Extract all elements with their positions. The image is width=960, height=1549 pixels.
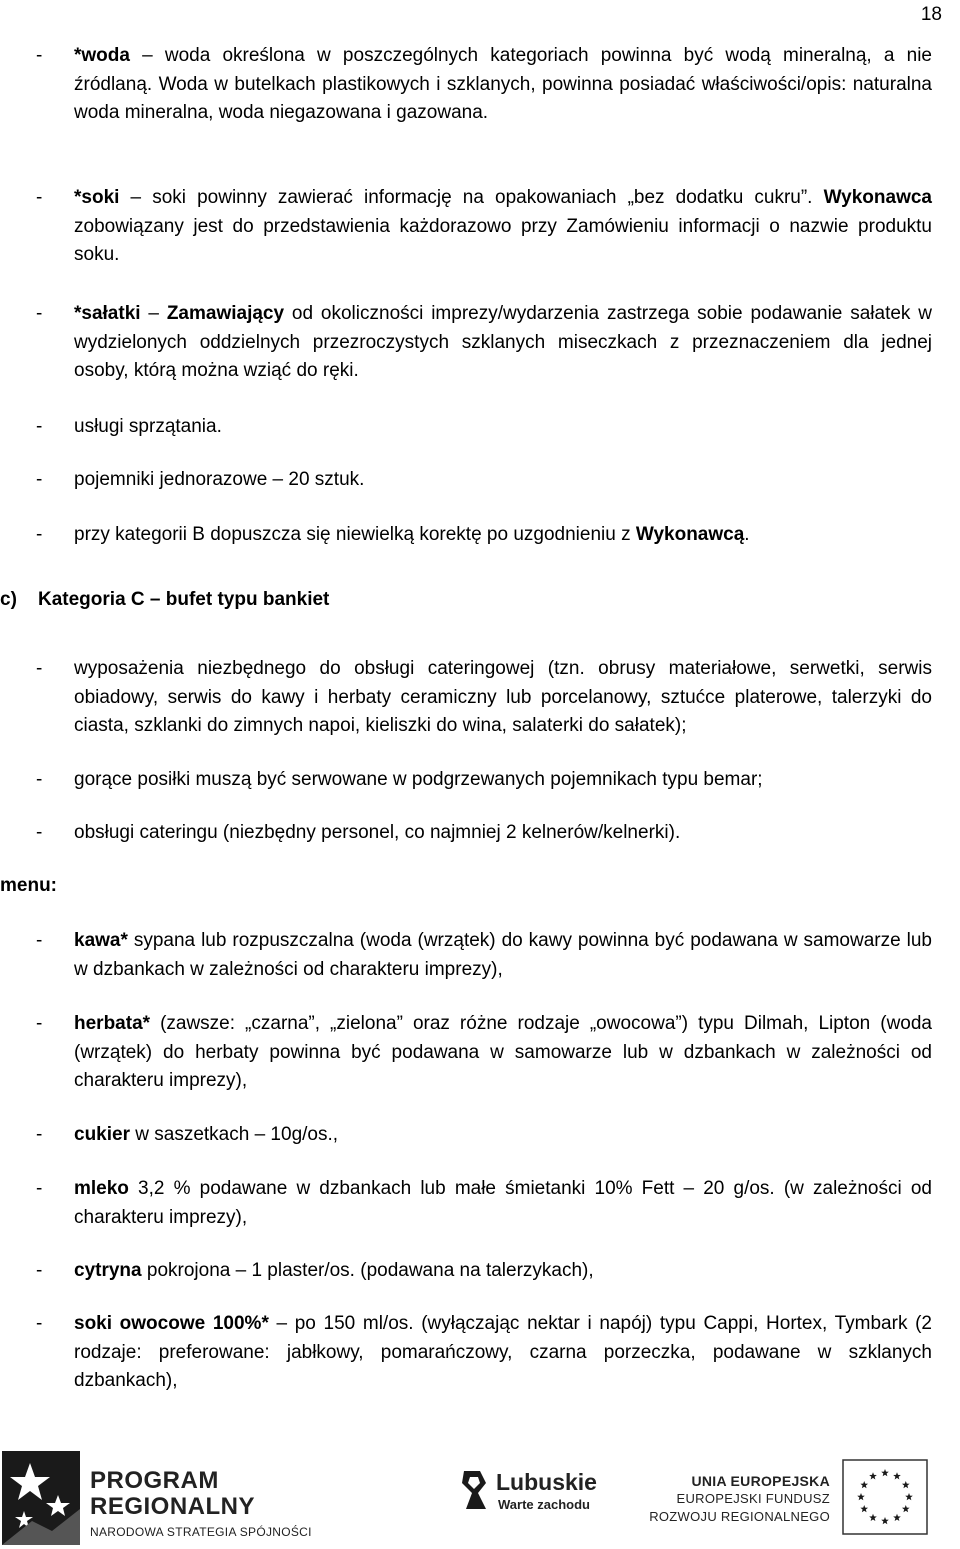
bold-run: kawa* [74, 930, 128, 951]
program-line2: REGIONALNY [90, 1493, 256, 1520]
page-number: 18 [920, 4, 942, 25]
text-run: – po 150 ml/os. (wyłączając nektar i napój) typu Cappi, Hortex, Tymbark (2 rodzaje: preferowane: jabłkowy, pomarańczowy, czarna porzeczka, podawane w szklanych dzbankach), [74, 1313, 932, 1391]
ue-line1: UNIA EUROPEJSKA [691, 1473, 830, 1489]
text-run: 3,2 % podawane w dzbankach lub małe śmietanki 10% Fett – 20 g/os. (w zależności od charakteru imprezy), [74, 1178, 932, 1228]
text-run: usługi sprzątania. [74, 416, 222, 437]
list-item-woda [36, 42, 932, 128]
text-run: – woda określona w poszczególnych kategoriach powinna być wodą mineralną, a nie źródlaną. Woda w butelkach plastikowych i szklanych, powinna posiadać właściwości/opis: naturalna woda mineralna, woda niegazowana i gazowana. [74, 45, 932, 123]
list-item-uslugi-sprzatania [36, 413, 932, 442]
bold-run: herbata* [74, 1013, 151, 1034]
list-item-herbata [36, 1010, 932, 1096]
program-star-icon [2, 1451, 80, 1545]
list-item-korekta [36, 521, 932, 550]
ue-line3: ROZWOJU REGIONALNEGO [649, 1509, 830, 1524]
list-item-text [74, 1010, 932, 1096]
list-dash: - [36, 1313, 43, 1334]
eu-flag-icon [842, 1459, 928, 1535]
list-item-text [74, 766, 932, 795]
list-item-text [74, 466, 932, 495]
list-dash: - [36, 1178, 43, 1199]
list-item-cukier [36, 1121, 932, 1150]
bold-run: *woda [74, 45, 130, 66]
list-item-text [74, 927, 932, 984]
text-run: . [744, 524, 750, 545]
list-item-cytryna [36, 1257, 932, 1286]
list-item-text [74, 42, 932, 128]
bold-run: cytryna [74, 1260, 142, 1281]
text-run: sypana lub rozpuszczalna (woda (wrzątek) do kawy powinna być podawana w samowarze lub w dzbankach w zależności od charakteru imprezy), [74, 930, 932, 980]
program-regionalny-logo [0, 1445, 320, 1549]
text-run: (zawsze: „czarna”, „zielona” oraz różne rodzaje „owocowa”) typu Dilmah, Lipton (woda (wrzątek) do herbaty powinna być podawana w samowarze lub w dzbankach w zależności od charakteru imprezy), [74, 1013, 932, 1091]
list-item-text [74, 1310, 932, 1396]
footer-logos [0, 1445, 960, 1549]
bold-run: Wykonawcą [635, 524, 745, 545]
list-item-text [74, 655, 932, 741]
list-dash: - [36, 1124, 43, 1145]
list-dash: - [36, 930, 43, 951]
list-dash: - [36, 45, 43, 66]
section-letter: c) [0, 589, 17, 610]
list-item-text [74, 819, 932, 848]
list-item-text [74, 300, 932, 386]
list-dash: - [36, 469, 43, 490]
text-run: – soki powinny zawierać informację na opakowaniach „bez dodatku cukru”. [119, 187, 824, 208]
bold-run: cukier [74, 1124, 130, 1145]
lubuskie-logo [460, 1445, 620, 1549]
program-line3: NARODOWA STRATEGIA SPÓJNOŚCI [90, 1525, 312, 1539]
list-item-soki-owocowe [36, 1310, 932, 1396]
text-run: w saszetkach – 10g/os., [129, 1124, 339, 1145]
lubuskie-name: Lubuskie [496, 1469, 597, 1495]
text-run: – [140, 303, 167, 324]
bold-run: Zamawiający [166, 303, 285, 324]
text-run: od okoliczności imprezy/wydarzenia zastrzega sobie podawanie sałatek w wydzielonych oddzielnych przezroczystych szklanych miseczkach z przeznaczeniem dla jednej osoby, którą można wziąć do ręki. [74, 303, 932, 381]
list-item-goraces-posilki [36, 766, 932, 795]
list-item-soki [36, 184, 932, 270]
list-item-salatki [36, 300, 932, 386]
list-item-pojemniki [36, 466, 932, 495]
list-dash: - [36, 822, 43, 843]
list-dash: - [36, 416, 43, 437]
list-item-obsluga-cateringu [36, 819, 932, 848]
bold-run: *sałatki [74, 303, 141, 324]
list-item-text [74, 1175, 932, 1232]
program-line1: PROGRAM [90, 1467, 219, 1494]
list-dash: - [36, 658, 43, 679]
list-dash: - [36, 524, 43, 545]
list-item-mleko [36, 1175, 932, 1232]
menu-label: menu: [0, 875, 57, 896]
bold-run: soki owocowe 100%* [74, 1313, 269, 1334]
text-run: pojemniki jednorazowe – 20 sztuk. [74, 469, 365, 490]
bold-run: *soki [74, 187, 120, 208]
text-run: wyposażenia niezbędnego do obsługi cateringowej (tzn. obrusy materiałowe, serwetki, serwis obiadowy, serwis do kawy i herbaty ceramiczny lub porcelanowy, sztućce platerowe, talerzyki do ciasta, szklanki do zimnych napoi, kieliszki do wina, salaterki do sałatek); [74, 658, 932, 736]
list-item-text [74, 413, 932, 442]
text-run: przy kategorii B dopuszcza się niewielką korektę po uzgodnieniu z [74, 524, 636, 545]
bold-run: mleko [74, 1178, 129, 1199]
bold-run: Wykonawca [823, 187, 932, 208]
text-run: pokrojona – 1 plaster/os. (podawana na talerzykach), [141, 1260, 594, 1281]
list-item-text [74, 1121, 932, 1150]
lubuskie-mark-icon [460, 1469, 490, 1511]
list-item-text [74, 184, 932, 270]
text-run: obsługi cateringu (niezbędny personel, co najmniej 2 kelnerów/kelnerki). [74, 822, 681, 843]
section-title: Kategoria C – bufet typu bankiet [38, 589, 330, 610]
lubuskie-slogan: Warte zachodu [498, 1497, 590, 1512]
list-item-text [74, 1257, 932, 1286]
text-run: gorące posiłki muszą być serwowane w podgrzewanych pojemnikach typu bemar; [74, 769, 763, 790]
text-run: zobowiązany jest do przedstawienia każdorazowo przy Zamówieniu informacji o nazwie produktu soku. [74, 215, 932, 265]
list-item-text [74, 521, 932, 550]
list-dash: - [36, 1013, 43, 1034]
list-dash: - [36, 303, 43, 324]
eu-fund-logo [649, 1445, 956, 1549]
ue-line2: EUROPEJSKI FUNDUSZ [676, 1491, 830, 1506]
list-dash: - [36, 187, 43, 208]
list-item-kawa [36, 927, 932, 984]
list-dash: - [36, 769, 43, 790]
list-item-wyposazenie [36, 655, 932, 741]
list-dash: - [36, 1260, 43, 1281]
